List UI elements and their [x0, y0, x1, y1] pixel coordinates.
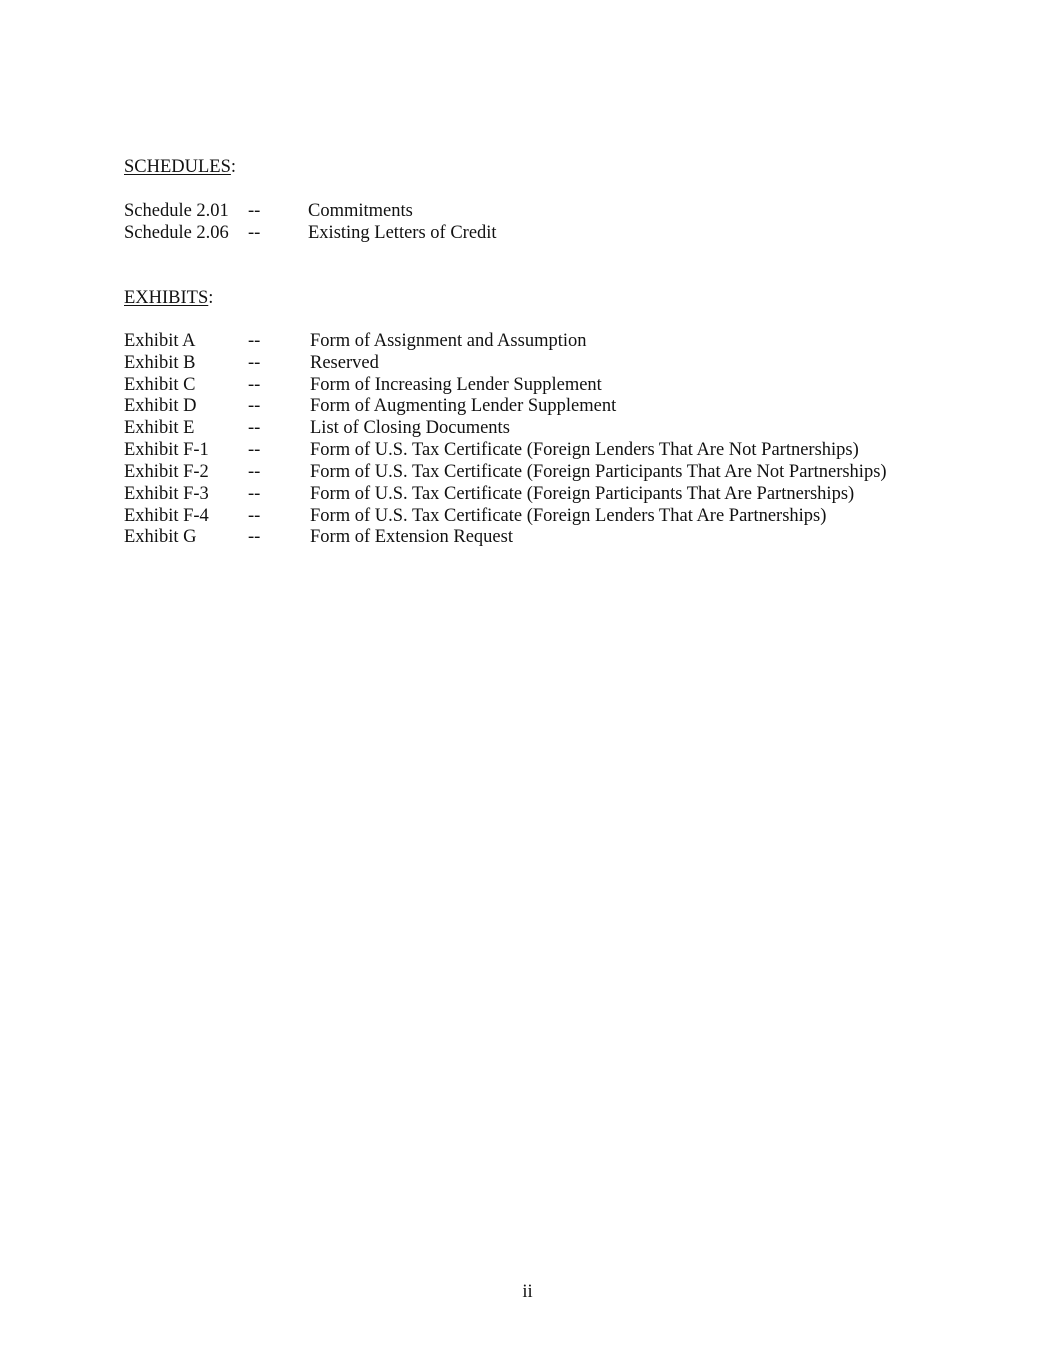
exhibit-separator: -- [248, 506, 261, 526]
exhibit-title: List of Closing Documents [310, 418, 510, 438]
exhibit-separator: -- [248, 375, 261, 395]
exhibit-separator: -- [248, 527, 261, 547]
schedule-title: Commitments [308, 201, 413, 221]
schedules-heading-colon: : [230, 157, 237, 177]
exhibit-separator: -- [248, 396, 261, 416]
exhibit-separator: -- [248, 484, 261, 504]
schedule-number: Schedule 2.06 [124, 223, 229, 243]
schedule-separator: -- [248, 201, 261, 221]
page-number: ii [522, 1282, 533, 1302]
exhibit-title: Form of Assignment and Assumption [310, 331, 587, 351]
exhibit-title: Form of U.S. Tax Certificate (Foreign Participants That Are Partnerships) [310, 484, 855, 504]
schedule-separator: -- [248, 223, 261, 243]
exhibits-heading-colon: : [208, 288, 214, 308]
exhibit-letter: Exhibit F-2 [124, 462, 209, 482]
exhibit-title: Form of Increasing Lender Supplement [310, 375, 602, 395]
exhibit-separator: -- [248, 440, 261, 460]
exhibit-letter: Exhibit E [124, 418, 195, 438]
exhibit-title: Reserved [310, 353, 379, 373]
exhibit-letter: Exhibit B [124, 353, 196, 373]
exhibit-letter: Exhibit C [124, 375, 196, 395]
exhibit-letter: Exhibit F-3 [124, 484, 209, 504]
exhibits-heading-label: EXHIBITS [124, 288, 209, 308]
exhibit-title: Form of U.S. Tax Certificate (Foreign Lenders That Are Not Partnerships) [310, 440, 859, 460]
schedule-number: Schedule 2.01 [124, 201, 229, 221]
exhibit-title: Form of U.S. Tax Certificate (Foreign Lenders That Are Partnerships) [310, 506, 827, 526]
exhibit-separator: -- [248, 353, 261, 373]
exhibit-letter: Exhibit A [124, 331, 196, 351]
exhibits-heading [124, 287, 213, 309]
exhibit-title: Form of U.S. Tax Certificate (Foreign Participants That Are Not Partnerships) [310, 462, 887, 482]
exhibit-letter: Exhibit F-1 [124, 440, 209, 460]
schedule-title: Existing Letters of Credit [308, 223, 497, 243]
exhibit-letter: Exhibit D [124, 396, 197, 416]
exhibit-title: Form of Extension Request [310, 527, 513, 547]
exhibit-separator: -- [248, 462, 261, 482]
exhibit-separator: -- [248, 331, 261, 351]
exhibit-separator: -- [248, 418, 261, 438]
schedules-heading [124, 156, 236, 178]
exhibit-letter: Exhibit F-4 [124, 506, 209, 526]
schedules-heading-label: SCHEDULES [124, 157, 231, 177]
exhibit-letter: Exhibit G [124, 527, 197, 547]
exhibit-title: Form of Augmenting Lender Supplement [310, 396, 617, 416]
